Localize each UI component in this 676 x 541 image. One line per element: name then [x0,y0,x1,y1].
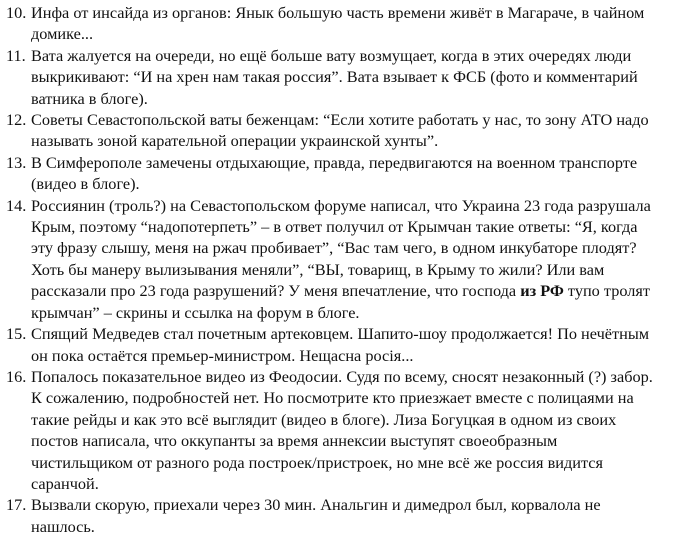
item-text: Вызвали скорую, приехали через 30 мин. Анальгин и димедрол был, корвалола не нашлось. [31,495,601,536]
item-text: Попалось показательное видео из Феодосии. Судя по всему, сносят незаконный (?) забор. К сожалению, подробностей нет. Но посмотрите кто приезжает вместе с полицаями на такие рейды и как это всё выглядит (видео в блоге). Лиза Богуцкая в одном из своих постов написала, что оккупанты за время аннексии выступят своеобразным чистильщиком от разного рода построек/пристроек, но мне всё же россия видится саранчой. [31,366,653,493]
item-text-before: Россиянин (троль?) на Севастопольском форуме написал, что Украина 23 года разрушала Крым, поэтому “надопотерпеть” – в ответ получил от Крымчан такие ответы: “Я, когда эту фразу слышу, меня на ржач пробивает”, “Вас там чего, в одном инкубаторе плодят? Хоть бы манеру вылизывания меняли”, “ВЫ, товарищ, в Крыму то жили? Или вам рассказали про 23 года разрушений? У меня впечатление, что господа [31,195,651,301]
item-number: 13. [6,152,27,172]
list-item-17 [6,494,670,537]
item-text: В Симферополе замечены отдыхающие, правда, передвигаются на военном транспорте (видео в блоге). [31,152,638,194]
news-list [6,2,670,537]
item-number: 16. [6,366,27,386]
item-number: 10. [6,3,27,22]
list-item-10 [6,2,670,45]
item-text: Вата жалуется на очереди, но ещё больше вату возмущает, когда в этих очередях люди выкрикивают: “И на хрен нам такая россия”. Вата взывает к ФСБ (фото и комментарий ватника в блоге). [31,45,638,108]
item-number: 14. [6,195,27,215]
item-text-after: тупо тролят крымчан” – скрины и ссылка на форум в блоге. [31,281,651,322]
item-text [28,195,670,323]
item-text-bold: из РФ [520,281,564,301]
list-item-16 [6,366,670,494]
item-text: Спящий Медведев стал почетным артековцем. Шапито-шоу продолжается! По нечётным он пока остаётся премьер-министром. Нещасна росія... [31,324,650,365]
list-item-14 [6,195,670,323]
list-item-12 [6,109,670,152]
item-number: 11. [6,45,26,65]
list-item-15 [6,323,670,366]
item-number: 17. [6,495,27,515]
item-number: 12. [6,110,27,130]
item-text: Советы Севастопольской ваты беженцам: “Если хотите работать у нас, то зону АТО надо называть зоной карательной операции украинской хунты”. [31,110,649,151]
item-number: 15. [6,324,27,344]
item-text: Инфа от инсайда из органов: Янык большую часть времени живёт в Магараче, в чайном домике... [31,3,645,44]
list-item-11 [6,45,670,109]
list-item-13 [6,152,670,195]
